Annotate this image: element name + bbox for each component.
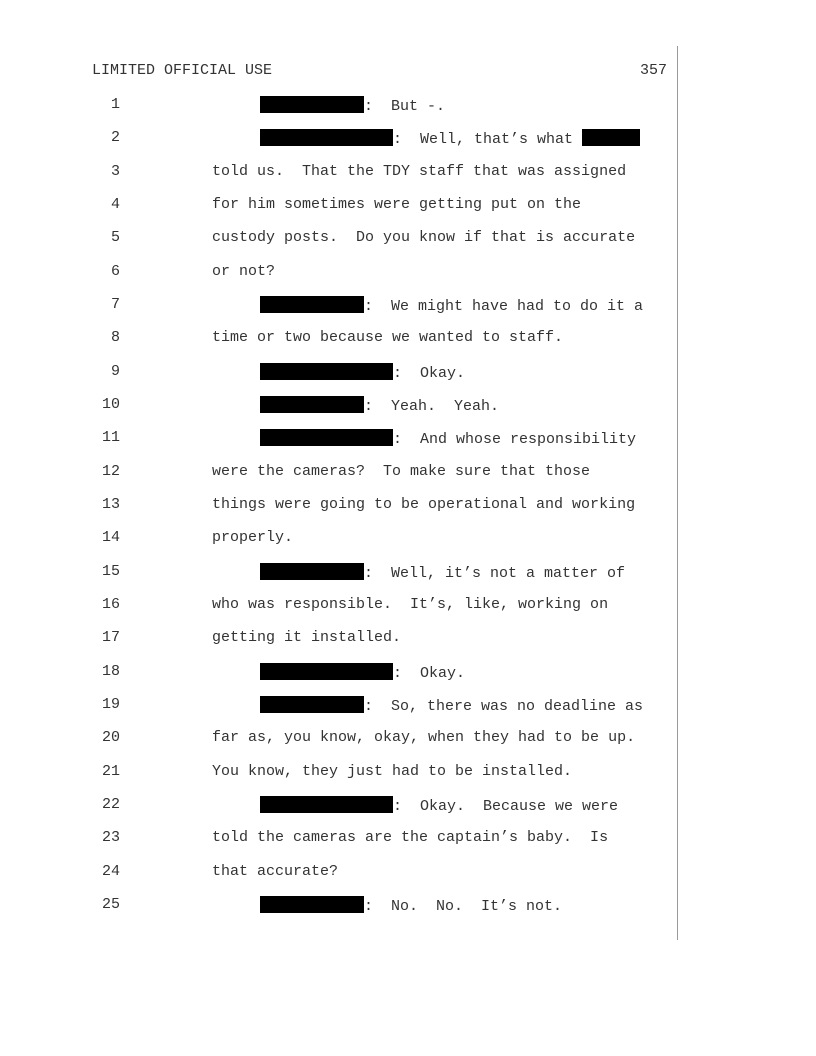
transcript-line-1 <box>0 96 816 116</box>
line-number: 24 <box>101 863 120 880</box>
line-content: : But -. <box>364 98 446 115</box>
line-text <box>260 563 625 582</box>
redacted-speaker <box>260 563 364 580</box>
transcript-line-16 <box>0 596 816 616</box>
transcript-line-23 <box>0 829 816 849</box>
line-text <box>260 296 643 315</box>
line-content: told the cameras are the captain’s baby. Is <box>212 829 609 846</box>
line-number: 10 <box>101 396 120 413</box>
line-text <box>260 796 618 815</box>
redacted-speaker <box>260 363 393 380</box>
line-content: : Well, that’s what <box>393 131 583 148</box>
line-text <box>260 363 465 382</box>
line-number: 25 <box>101 896 120 913</box>
transcript-line-3 <box>0 163 816 183</box>
transcript-line-20 <box>0 729 816 749</box>
line-content: that accurate? <box>212 863 339 880</box>
line-text <box>260 663 465 682</box>
transcript-line-21 <box>0 763 816 783</box>
line-number: 14 <box>101 529 120 546</box>
transcript-line-6 <box>0 263 816 283</box>
transcript-line-8 <box>0 329 816 349</box>
redacted-speaker <box>260 663 393 680</box>
redacted-speaker <box>260 429 393 446</box>
redacted-speaker <box>260 796 393 813</box>
transcript-line-4 <box>0 196 816 216</box>
line-content: things were going to be operational and working <box>212 496 636 513</box>
line-number: 15 <box>101 563 120 580</box>
line-number: 13 <box>101 496 120 513</box>
line-text <box>260 696 643 715</box>
line-number: 19 <box>101 696 120 713</box>
line-number: 7 <box>110 296 120 313</box>
line-number: 23 <box>101 829 120 846</box>
line-number: 17 <box>101 629 120 646</box>
redacted-speaker <box>260 696 364 713</box>
transcript-line-22 <box>0 796 816 816</box>
line-text <box>260 396 499 415</box>
line-content: : Okay. <box>393 665 466 682</box>
classification-header: LIMITED OFFICIAL USE <box>92 62 273 79</box>
transcript-line-19 <box>0 696 816 716</box>
line-number: 22 <box>101 796 120 813</box>
line-content: You know, they just had to be installed. <box>212 763 573 780</box>
redacted-speaker <box>260 396 364 413</box>
transcript-line-5 <box>0 229 816 249</box>
transcript-line-9 <box>0 363 816 383</box>
line-content: told us. That the TDY staff that was assigned <box>212 163 627 180</box>
line-content: who was responsible. It’s, like, working on <box>212 596 609 613</box>
line-number: 11 <box>101 429 120 446</box>
redacted-name <box>582 129 640 146</box>
line-number: 18 <box>101 663 120 680</box>
line-number: 1 <box>110 96 120 113</box>
redacted-speaker <box>260 129 393 146</box>
line-number: 16 <box>101 596 120 613</box>
redacted-speaker <box>260 96 364 113</box>
line-content: : No. No. It’s not. <box>364 898 563 915</box>
line-number: 2 <box>110 129 120 146</box>
line-number: 5 <box>110 229 120 246</box>
line-number: 21 <box>101 763 120 780</box>
line-number: 8 <box>110 329 120 346</box>
transcript-line-2 <box>0 129 816 149</box>
transcript-line-7 <box>0 296 816 316</box>
transcript-line-11 <box>0 429 816 449</box>
line-content: time or two because we wanted to staff. <box>212 329 564 346</box>
line-content: for him sometimes were getting put on the <box>212 196 582 213</box>
line-content: : Okay. <box>393 365 466 382</box>
line-text <box>260 429 636 448</box>
line-number: 20 <box>101 729 120 746</box>
line-content: : So, there was no deadline as <box>364 698 644 715</box>
transcript-line-10 <box>0 396 816 416</box>
transcript-line-15 <box>0 563 816 583</box>
line-content: : Yeah. Yeah. <box>364 398 500 415</box>
line-text <box>260 896 562 915</box>
line-text <box>260 129 640 148</box>
line-content: : Okay. Because we were <box>393 798 619 815</box>
transcript-line-25 <box>0 896 816 916</box>
line-content: far as, you know, okay, when they had to be up. <box>212 729 636 746</box>
line-number: 12 <box>101 463 120 480</box>
line-content: : And whose responsibility <box>393 431 637 448</box>
transcript-line-17 <box>0 629 816 649</box>
line-content: properly. <box>212 529 294 546</box>
redacted-speaker <box>260 896 364 913</box>
line-content: custody posts. Do you know if that is accurate <box>212 229 636 246</box>
line-content: or not? <box>212 263 276 280</box>
line-number: 3 <box>110 163 120 180</box>
line-number: 6 <box>110 263 120 280</box>
transcript-line-24 <box>0 863 816 883</box>
redacted-speaker <box>260 296 364 313</box>
transcript-line-12 <box>0 463 816 483</box>
line-content: : Well, it’s not a matter of <box>364 565 626 582</box>
transcript-line-13 <box>0 496 816 516</box>
page-number: 357 <box>640 62 668 79</box>
line-number: 9 <box>110 363 120 380</box>
line-content: getting it installed. <box>212 629 402 646</box>
line-content: : We might have had to do it a <box>364 298 644 315</box>
line-content: were the cameras? To make sure that those <box>212 463 591 480</box>
line-text <box>260 96 445 115</box>
transcript-line-18 <box>0 663 816 683</box>
transcript-line-14 <box>0 529 816 549</box>
line-number: 4 <box>110 196 120 213</box>
